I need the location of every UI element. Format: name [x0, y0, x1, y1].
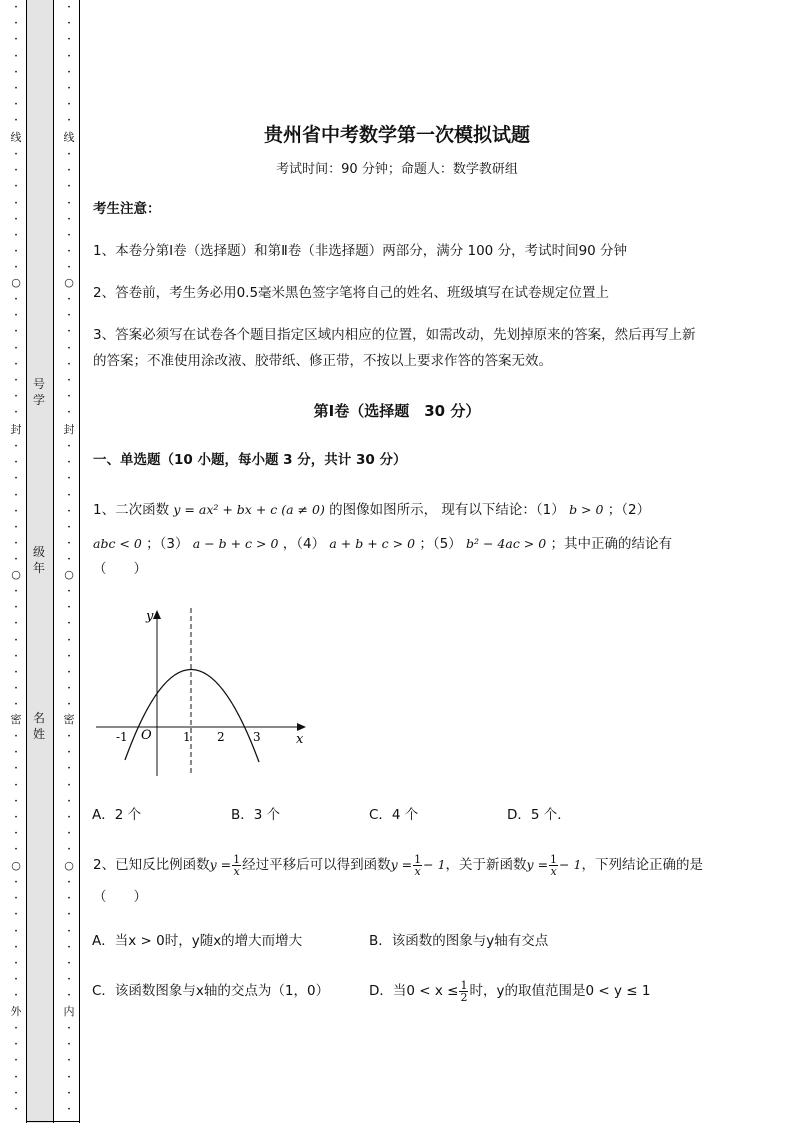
page-subtitle: 考试时间：90 分钟；命题人：数学教研组	[276, 162, 518, 177]
right-dot: •	[67, 814, 71, 821]
q2-option-d-post: 时，y的取值范围是0 < y ≤ 1	[469, 983, 651, 999]
right-dot: •	[67, 409, 71, 417]
right-dot: •	[67, 846, 71, 854]
tick-label-3: 3	[253, 730, 261, 744]
right-dot: •	[67, 943, 71, 951]
left-dot: •	[14, 393, 18, 401]
q1-line-2	[93, 531, 672, 557]
right-dot: •	[67, 183, 71, 191]
right-dot: •	[67, 117, 71, 125]
right-dot: •	[67, 636, 71, 644]
left-dot: •	[14, 52, 18, 60]
right-dot: •	[67, 911, 71, 919]
q1-sep-2: ；（3）	[146, 536, 189, 552]
left-dot: •	[14, 669, 18, 676]
right-dot: •	[67, 264, 71, 272]
notice-item-3: 3、答案必须写在试卷各个题目指定区域内相应的位置，如需改动，先划掉原来的答案，然后再写上新	[93, 327, 696, 343]
part-heading: 一、单选题（10 小题，每小题 3 分，共计 30 分）	[93, 452, 407, 468]
q2-func-2-lhs: y =	[390, 857, 413, 872]
left-dot: •	[14, 232, 18, 239]
left-dot: •	[14, 556, 18, 564]
right-dot: •	[67, 475, 71, 483]
q2-option-b[interactable]: B．该函数的图象与y轴有交点	[369, 933, 549, 949]
left-mark-5: ○	[11, 859, 21, 872]
q1-parabola-graph	[92, 604, 314, 780]
right-dot: •	[67, 895, 71, 903]
field-exam-number: 号 学	[32, 377, 45, 407]
left-dot: •	[14, 344, 18, 352]
right-dot: •	[67, 1025, 71, 1032]
q2-func-1-lhs: y =	[209, 857, 232, 872]
right-dot: •	[67, 588, 71, 595]
q1-option-c[interactable]: C．4 个	[369, 807, 419, 823]
right-mark-6: 内	[63, 1005, 75, 1018]
left-dot: •	[14, 1025, 18, 1032]
right-dot: •	[67, 733, 71, 740]
left-dot: •	[14, 101, 18, 109]
right-dot: •	[67, 701, 71, 709]
graph-origin-label: O	[141, 728, 152, 743]
page-title: 贵州省中考数学第一次模拟试题	[263, 124, 530, 146]
left-dot: •	[14, 652, 18, 660]
left-dot: •	[14, 215, 18, 223]
q2-mid-2: ，关于新函数	[445, 857, 527, 873]
section-title: 第Ⅰ卷（选择题 30 分）	[313, 402, 481, 420]
right-dot: •	[67, 393, 71, 401]
left-dot: •	[14, 604, 18, 612]
q1-conclusion-2: abc < 0	[93, 536, 142, 551]
right-dot: •	[67, 459, 71, 467]
right-dot: •	[67, 1041, 71, 1049]
right-dot: •	[67, 215, 71, 223]
left-dot: •	[14, 879, 18, 886]
right-dot: •	[67, 830, 71, 838]
right-dot: •	[67, 232, 71, 239]
right-mark-1: ○	[64, 276, 74, 289]
right-dot: •	[67, 328, 71, 336]
right-dot: •	[67, 669, 71, 676]
q2-option-a[interactable]: A．当x > 0时，y随x的增大而增大	[92, 933, 303, 949]
left-mark-2: 封	[10, 423, 22, 436]
right-mark-0: 线	[63, 131, 75, 144]
q2-func-3-lhs: y =	[526, 857, 549, 872]
left-dot: •	[14, 1089, 18, 1097]
left-dot: •	[14, 507, 18, 515]
right-dot: •	[67, 992, 71, 1000]
field-name: 名 姓	[32, 711, 45, 741]
left-dot: •	[14, 960, 18, 967]
q2-option-d-fraction: $\frac{1}{2}$	[460, 978, 468, 1004]
left-dot: •	[14, 992, 18, 1000]
q1-option-d[interactable]: D．5 个.	[507, 807, 562, 823]
right-dot: •	[67, 879, 71, 886]
left-dot: •	[14, 264, 18, 272]
right-dot: •	[67, 1057, 71, 1065]
left-dot: •	[14, 360, 18, 368]
right-dot: •	[67, 167, 71, 175]
left-dot: •	[14, 524, 18, 531]
right-dot: •	[67, 360, 71, 368]
left-dot: •	[14, 1041, 18, 1049]
left-dot: •	[14, 685, 18, 693]
notice-item-1: 1、本卷分第Ⅰ卷（选择题）和第Ⅱ卷（非选择题）两部分，满分 100 分，考试时间90 分钟	[93, 243, 628, 259]
q2-func-3-tail: − 1	[559, 857, 582, 872]
q2-option-d[interactable]	[369, 978, 650, 1004]
margin-bottom-rule	[26, 1121, 80, 1122]
left-dot: •	[14, 1106, 18, 1113]
q2-tail: ，下列结论正确的是	[581, 857, 703, 873]
x-axis-arrow	[297, 723, 306, 731]
left-mark-1: ○	[11, 276, 21, 289]
tick-label-1: 1	[183, 730, 191, 744]
left-dot: •	[14, 943, 18, 951]
right-dot: •	[67, 652, 71, 660]
q2-option-c[interactable]: C．该函数图象与x轴的交点为（1，0）	[92, 983, 330, 999]
left-dot: •	[14, 765, 18, 773]
left-mark-3: ○	[11, 568, 21, 581]
right-dot: •	[67, 199, 71, 207]
right-dot: •	[67, 101, 71, 109]
q1-option-b[interactable]: B．3 个	[231, 807, 281, 823]
right-mark-4: 密	[63, 713, 75, 726]
right-dot: •	[67, 491, 71, 499]
left-dot: •	[14, 377, 18, 384]
right-dot: •	[67, 344, 71, 352]
q1-line-1	[93, 497, 650, 523]
q1-after-func: 的图像如图所示， 现有以下结论：（1）	[329, 502, 565, 518]
left-dot: •	[14, 781, 18, 789]
q2-func-2-fraction: $\frac{1}{x}$	[414, 852, 422, 878]
q2-func-1-fraction: $\frac{1}{x}$	[233, 852, 241, 878]
right-mark-5: ○	[64, 859, 74, 872]
right-dot: •	[67, 540, 71, 548]
left-dot: •	[14, 830, 18, 838]
left-dot: •	[14, 733, 18, 740]
q1-conclusion-4: a + b + c > 0	[329, 536, 416, 551]
left-dot: •	[14, 443, 18, 450]
parabola-curve	[125, 669, 259, 762]
left-dot: •	[14, 1057, 18, 1065]
q1-conclusion-1: b > 0	[569, 502, 604, 517]
right-dot: •	[67, 296, 71, 303]
right-mark-2: 封	[63, 423, 75, 436]
left-dot: •	[14, 1073, 18, 1081]
right-dot: •	[67, 377, 71, 384]
q1-answer-paren: （ ）	[93, 561, 147, 577]
q2-mid: 经过平移后可以得到函数	[242, 857, 391, 873]
notice-heading: 考生注意：	[93, 201, 161, 217]
left-mark-6: 外	[10, 1005, 22, 1018]
left-dot: •	[14, 459, 18, 467]
right-dot: •	[67, 1089, 71, 1097]
right-dot: •	[67, 797, 71, 805]
left-dot: •	[14, 927, 18, 935]
left-dot: •	[14, 248, 18, 256]
left-dot: •	[14, 588, 18, 595]
q1-sep-3: ，（4）	[282, 536, 326, 552]
left-mark-4: 密	[10, 713, 22, 726]
field-grade: 级 年	[32, 545, 45, 575]
q2-line-1	[93, 852, 703, 878]
right-dot: •	[67, 524, 71, 531]
graph-x-label: x	[296, 732, 304, 747]
graph-y-label: y	[146, 609, 154, 624]
right-dot: •	[67, 556, 71, 564]
q2-option-d-pre: D．当0 < x ≤	[369, 983, 459, 999]
q1-sep-1: ；（2）	[607, 502, 651, 518]
left-dot: •	[14, 296, 18, 303]
right-dot: •	[67, 507, 71, 515]
q2-func-3-fraction: $\frac{1}{x}$	[550, 852, 558, 878]
left-dot: •	[14, 911, 18, 919]
right-mark-3: ○	[64, 568, 74, 581]
right-dot: •	[67, 36, 71, 44]
right-dot: •	[67, 781, 71, 789]
q1-conclusion-3: a − b + c > 0	[192, 536, 279, 551]
left-dot: •	[14, 151, 18, 158]
right-dot: •	[67, 976, 71, 984]
left-dot: •	[14, 749, 18, 757]
notice-item-3-cont: 的答案；不准使用涂改液、胶带纸、修正带，不按以上要求作答的答案无效。	[93, 353, 552, 369]
q2-intro: 2、已知反比例函数	[93, 857, 210, 873]
left-dot: •	[14, 68, 18, 76]
q2-func-2-tail: − 1	[423, 857, 446, 872]
left-dot: •	[14, 797, 18, 805]
left-dot: •	[14, 475, 18, 483]
left-dot: •	[14, 491, 18, 499]
right-dot: •	[67, 312, 71, 320]
left-dot: •	[14, 183, 18, 191]
right-dot: •	[67, 85, 71, 92]
right-dot: •	[67, 620, 71, 628]
right-dot: •	[67, 1106, 71, 1113]
left-dot: •	[14, 620, 18, 628]
right-dot: •	[67, 960, 71, 967]
left-dot: •	[14, 895, 18, 903]
y-axis-arrow	[153, 610, 161, 619]
right-dot: •	[67, 604, 71, 612]
left-dot: •	[14, 328, 18, 336]
left-dot: •	[14, 20, 18, 28]
notice-item-2: 2、答卷前，考生务必用0.5毫米黑色签字笔将自己的姓名、班级填写在试卷规定位置上	[93, 285, 610, 301]
right-dot: •	[67, 4, 71, 11]
left-dot: •	[14, 167, 18, 175]
right-dot: •	[67, 443, 71, 450]
right-dot: •	[67, 20, 71, 28]
left-dot: •	[14, 701, 18, 709]
q1-sep-4: ；（5）	[419, 536, 462, 552]
right-dot: •	[67, 765, 71, 773]
right-dot: •	[67, 248, 71, 256]
q2-answer-paren: （ ）	[93, 889, 147, 905]
tick-label-2: 2	[217, 730, 225, 744]
q1-conclusion-5: b² − 4ac > 0	[465, 536, 547, 551]
left-mark-0: 线	[10, 131, 22, 144]
left-dot: •	[14, 312, 18, 320]
right-dot: •	[67, 685, 71, 693]
q1-intro: 1、二次函数	[93, 502, 170, 518]
left-dot: •	[14, 4, 18, 11]
left-dot: •	[14, 540, 18, 548]
left-dot: •	[14, 409, 18, 417]
right-dot: •	[67, 151, 71, 158]
q1-function: y = ax² + bx + c (a ≠ 0)	[173, 502, 325, 517]
left-dot: •	[14, 36, 18, 44]
left-dot: •	[14, 85, 18, 92]
tick-label-neg1: -1	[116, 730, 128, 744]
right-dot: •	[67, 1073, 71, 1081]
left-dot: •	[14, 117, 18, 125]
q1-option-a[interactable]: A．2 个	[92, 807, 142, 823]
right-dot: •	[67, 52, 71, 60]
left-dot: •	[14, 976, 18, 984]
left-dot: •	[14, 199, 18, 207]
left-dot: •	[14, 814, 18, 821]
right-dot: •	[67, 927, 71, 935]
left-dot: •	[14, 846, 18, 854]
right-dot: •	[67, 68, 71, 76]
left-dot: •	[14, 636, 18, 644]
right-dot: •	[67, 749, 71, 757]
q1-tail: ；其中正确的结论有	[550, 536, 672, 552]
